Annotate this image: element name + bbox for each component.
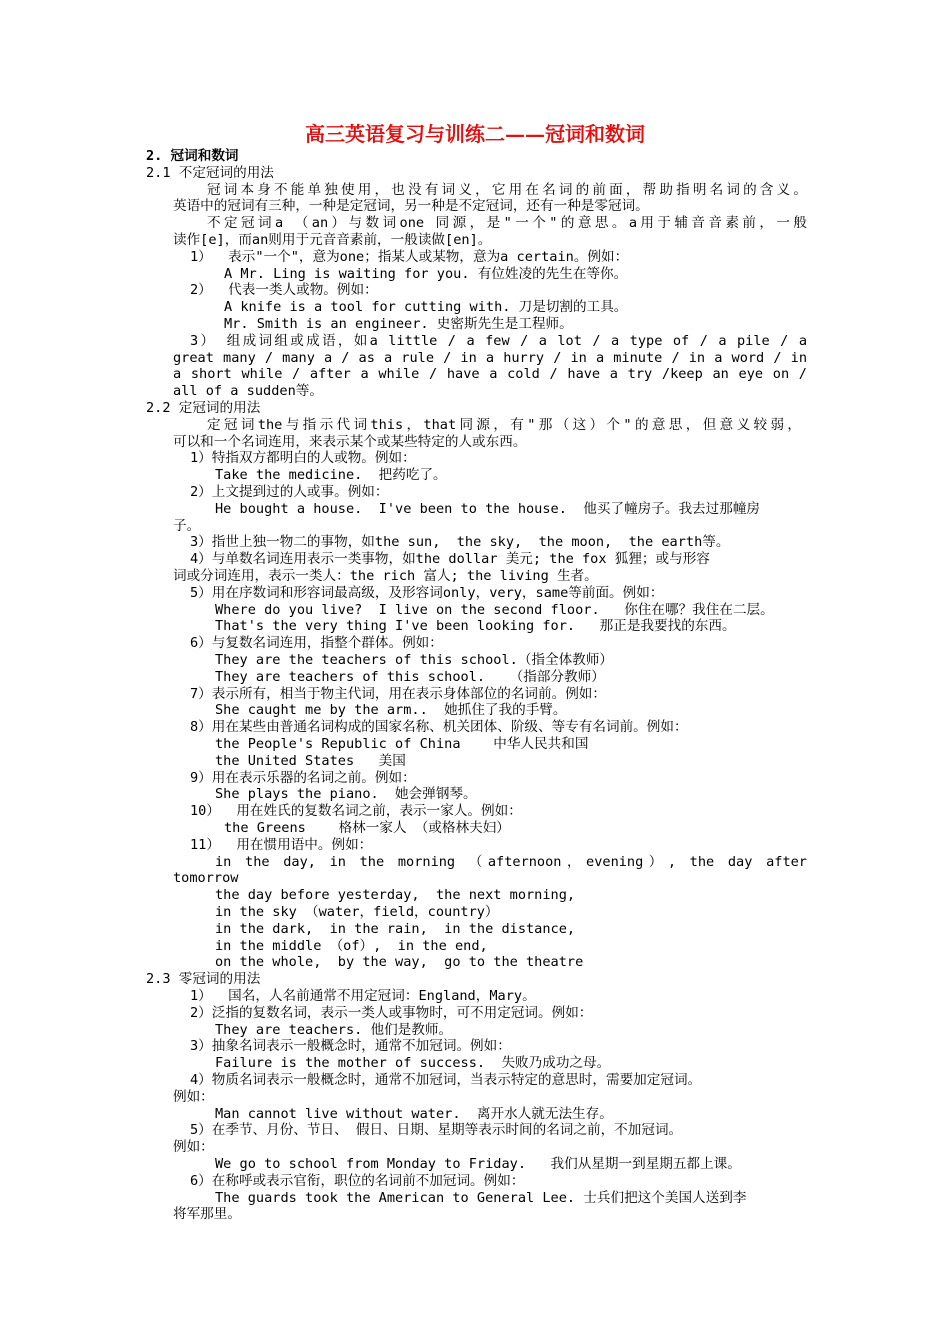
text-line: 8）用在某些由普通名词构成的国家名称、机关团体、阶级、等专有名词前。例如： (190, 719, 688, 736)
text-line: the Greens 格林一家人 （或格林夫妇） (224, 820, 510, 836)
text-line: 4）物质名词表示一般概念时，通常不加冠词，当表示特定的意思时，需要加定冠词。 (190, 1072, 702, 1088)
text-line: They are teachers. 他们是教师。 (215, 1021, 453, 1038)
text-line: He bought a house. I've been to the house. 他买了幢房子。我去过那幢房 (215, 500, 761, 517)
text-line: A Mr. Ling is waiting for you. 有位姓凌的先生在等你。 (224, 265, 628, 282)
text-line: A knife is a tool for cutting with. 刀是切割的工具。 (224, 299, 628, 316)
text-line: 2）泛指的复数名词，表示一类人或事物时，可不用定冠词。例如： (190, 1004, 593, 1021)
text-line: the People's Republic of China 中华人民共和国 (215, 736, 589, 752)
text-line: in the dark, in the rain, in the distance, (215, 920, 576, 937)
text-line: 10） 用在姓氏的复数名词之前，表示一家人。例如： (190, 803, 522, 820)
text-line: 3） 组成词组或成语，如a little / a few / a lot / a type of / a pile / a (190, 332, 807, 349)
text-line: 词或分词连用，表示一类人：the rich 富人; the living 生者。 (173, 568, 598, 584)
text-line: 3）抽象名词表示一般概念时，通常不加冠词。例如： (190, 1038, 511, 1055)
text-line: 1） 表示"一个"，意为one；指某人或某物，意为a certain。例如： (190, 248, 629, 265)
text-line: 将军那里。 (173, 1206, 241, 1223)
text-line: in the sky （water，field，country） (215, 904, 499, 920)
text-line: 7）表示所有，相当于物主代词，用在表示身体部位的名词前。例如： (190, 685, 606, 702)
text-line: 1）特指双方都明白的人或物。例如： (190, 450, 416, 467)
text-line: 6）在称呼或表示官衔，职位的名词前不加冠词。例如： (190, 1172, 525, 1189)
text-line: 2.1 不定冠词的用法 (146, 164, 274, 181)
page-title: 高三英语复习与训练二——冠词和数词 (305, 122, 645, 146)
text-line: 6）与复数名词连用，指整个群体。例如： (190, 635, 443, 652)
text-line: Mr. Smith is an engineer. 史密斯先生是工程师。 (224, 316, 573, 332)
text-line: 2.2 定冠词的用法 (146, 400, 261, 416)
text-line: 例如： (173, 1139, 214, 1156)
text-line: Man cannot live without water. 离开水人就无法生存。 (215, 1105, 613, 1122)
text-line: 定冠词the与指示代词this，that同源，有"那（这）个"的意思，但意义较弱， (207, 416, 801, 433)
text-line: They are the teachers of this school.（指全体教师） (215, 652, 613, 668)
text-line: 读作[e]，而an则用于元音音素前，一般读做[en]。 (173, 232, 492, 248)
text-line: They are teachers of this school. （指部分教师） (215, 668, 605, 685)
text-line: She caught me by the arm.. 她抓住了我的手臂。 (215, 702, 567, 719)
text-line: 2.3 零冠词的用法 (146, 971, 261, 988)
text-line: 2） 代表一类人或物。例如： (190, 282, 378, 299)
text-line: 不定冠词a （an）与数词one 同源，是"一个"的意思。a用于辅音音素前，一般 (207, 215, 807, 232)
text-line: We go to school from Monday to Friday. 我们从星期一到星期五都上课。 (215, 1156, 741, 1172)
text-line: That's the very thing I've been looking for. 那正是我要找的东西。 (215, 618, 736, 635)
text-line: Where do you live? I live on the second floor. 你住在哪？我住在二层。 (215, 601, 774, 618)
text-line: all of a sudden等。 (173, 383, 323, 400)
text-line: 例如： (173, 1088, 214, 1105)
text-line: 子。 (173, 517, 201, 534)
text-line: tomorrow (173, 870, 239, 887)
text-line: Failure is the mother of success. 失败乃成功之母。 (215, 1055, 611, 1072)
text-line: the day before yesterday, the next morning, (215, 887, 576, 904)
text-line: 2. 冠词和数词 (146, 148, 239, 164)
text-line: She plays the piano. 她会弹钢琴。 (215, 786, 477, 803)
text-line: 可以和一个名词连用，来表示某个或某些特定的人或东西。 (173, 433, 527, 450)
text-line: 11） 用在惯用语中。例如： (190, 836, 373, 853)
text-line: in the day, in the morning （afternoon，evening）, the day after (215, 853, 807, 870)
text-line: 5）在季节、月份、节日、 假日、日期、星期等表示时间的名词之前，不加冠词。 (190, 1122, 683, 1139)
text-line: 3）指世上独一物二的事物，如the sun, the sky, the moon, the earth等。 (190, 534, 730, 551)
text-line: The guards took the American to General Lee. 士兵们把这个美国人送到李 (215, 1189, 747, 1206)
text-line: a short while / after a while / have a cold / have a try /keep an eye on / (173, 366, 807, 383)
text-line: Take the medicine. 把药吃了。 (215, 467, 447, 484)
text-line: great many / many a / as a rule / in a hurry / in a minute / in a word / in (173, 349, 807, 366)
text-line: the United States 美国 (215, 752, 406, 769)
text-line: 4）与单数名词连用表示一类事物，如the dollar 美元; the fox 狐狸；或与形容 (190, 551, 710, 568)
text-line: 9）用在表示乐器的名词之前。例如： (190, 769, 416, 786)
text-line: 2）上文提到过的人或事。例如： (190, 484, 389, 500)
text-line: 冠词本身不能单独使用，也没有词义，它用在名词的前面，帮助指明名词的含义。 (207, 181, 807, 198)
text-line: on the whole, by the way, go to the theatre (215, 954, 584, 971)
text-line: 5）用在序数词和形容词最高级，及形容词only，very，same等前面。例如： (190, 584, 664, 601)
text-line: 英语中的冠词有三种，一种是定冠词，另一种是不定冠词，还有一种是零冠词。 (173, 198, 649, 215)
text-line: in the middle （of）, in the end, (215, 937, 488, 954)
text-line: 1） 国名，人名前通常不用定冠词：England，Mary。 (190, 988, 536, 1004)
